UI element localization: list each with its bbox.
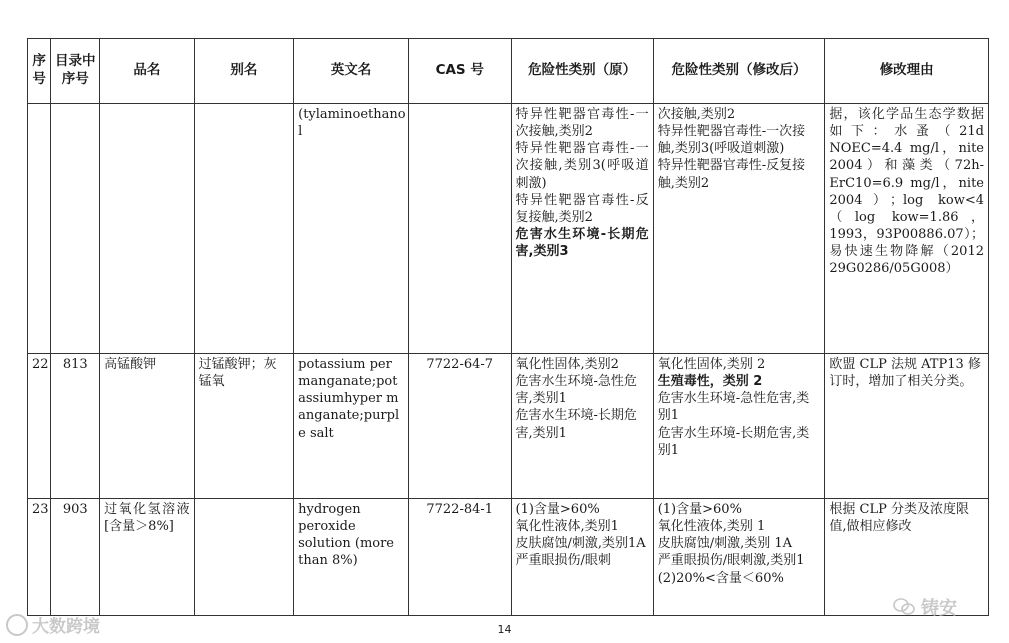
header-original-class: 危险性类别（原） xyxy=(511,39,653,104)
class-line: 严重眼损伤/眼刺 xyxy=(515,553,611,569)
class-line: 危害水生环境-长期危害,类别1 xyxy=(657,425,810,458)
header-alias: 别名 xyxy=(194,39,294,104)
cell-catalog-no xyxy=(51,104,100,354)
cell-alias xyxy=(194,499,294,616)
header-modified-class: 危险性类别（修改后） xyxy=(653,39,825,104)
class-line: 特异性靶器官毒性-一次接触,类别2 xyxy=(515,107,649,140)
class-line: 氧化性液体,类别1 xyxy=(515,519,619,535)
class-line: 严重眼损伤/眼刺激,类别1 xyxy=(657,553,805,569)
header-reason: 修改理由 xyxy=(825,39,989,104)
cell-original-class xyxy=(511,104,653,354)
cell-catalog-no: 903 xyxy=(51,499,100,616)
cell-no: 22 xyxy=(28,354,51,499)
chemical-catalog-table xyxy=(27,38,989,616)
cell-original-class xyxy=(511,354,653,499)
class-line: (1)含量>60% xyxy=(515,502,600,517)
cell-reason: 欧盟 CLP 法规 ATP13 修订时，增加了相关分类。 xyxy=(825,354,989,499)
class-line: 皮肤腐蚀/刺激,类别1A xyxy=(515,536,646,552)
header-cas: CAS 号 xyxy=(408,39,511,104)
cell-modified-class xyxy=(653,104,825,354)
class-line: 危害水生环境-长期危害,类别1 xyxy=(515,408,637,441)
cell-name: 高锰酸钾 xyxy=(100,354,194,499)
cell-english-name: potassium permanganate;potassiumhyper manganate;purple salt xyxy=(294,354,409,499)
cell-catalog-no: 813 xyxy=(51,354,100,499)
class-line: 危害水生环境-长期危害,类别3 xyxy=(515,227,649,260)
class-line: 皮肤腐蚀/刺激,类别 1A xyxy=(657,536,793,552)
header-catalog-no: 目录中序号 xyxy=(51,39,100,104)
cell-modified-class xyxy=(653,354,825,499)
cell-english-name: hydrogen peroxide solution (more than 8%) xyxy=(294,499,409,616)
cell-cas xyxy=(408,104,511,354)
class-line: 危害水生环境-急性危害,类别1 xyxy=(515,374,637,407)
wechat-icon xyxy=(893,598,915,616)
cell-alias xyxy=(194,104,294,354)
class-line: 危害水生环境-急性危害,类别1 xyxy=(657,391,810,424)
class-line: 氧化性固体,类别2 xyxy=(515,357,619,372)
class-line: 次接触,类别2 xyxy=(657,107,736,122)
header-row xyxy=(28,39,989,104)
table-row xyxy=(28,104,989,354)
class-line: 特异性靶器官毒性-一次接触,类别3(呼吸道刺激) xyxy=(657,124,806,157)
class-line: 特异性靶器官毒性-一次接触,类别3(呼吸道刺激) xyxy=(515,141,649,191)
page-number: 14 xyxy=(497,623,512,636)
table-row xyxy=(28,499,989,616)
english-name-line: l xyxy=(298,124,303,140)
watermark-left-text: 大数跨境 xyxy=(32,617,100,637)
english-name-line: (tylaminoethano xyxy=(298,107,406,122)
watermark-right xyxy=(893,594,957,620)
class-line: (2)20%<含量＜60% xyxy=(657,570,784,586)
cell-cas: 7722-64-7 xyxy=(408,354,511,499)
table-row xyxy=(28,354,989,499)
cell-modified-class xyxy=(653,499,825,616)
watermark-left xyxy=(6,612,100,637)
class-line: 生殖毒性，类别 2 xyxy=(657,374,763,390)
cell-no: 23 xyxy=(28,499,51,616)
class-line: 特异性靶器官毒性-反复接触,类别2 xyxy=(657,158,806,191)
cell-name: 过氧化氢溶液[含量＞8%] xyxy=(100,499,194,616)
header-no: 序号 xyxy=(28,39,51,104)
header-english-name: 英文名 xyxy=(294,39,409,104)
cell-english-name xyxy=(294,104,409,354)
cell-alias: 过锰酸钾；灰锰氧 xyxy=(194,354,294,499)
cell-original-class xyxy=(511,499,653,616)
watermark-right-text: 铸安 xyxy=(921,598,957,619)
header-name: 品名 xyxy=(100,39,194,104)
class-line: 特异性靶器官毒性-反复接触,类别2 xyxy=(515,192,649,225)
cell-cas: 7722-84-1 xyxy=(408,499,511,616)
class-line: 氧化性固体,类别 2 xyxy=(657,357,766,372)
class-line: 氧化性液体,类别 1 xyxy=(657,519,766,535)
cell-name xyxy=(100,104,194,354)
cell-no xyxy=(28,104,51,354)
cell-reason: 据，该化学品生态学数据如下：水蚤（21d NOEC=4.4 mg/l，nite 2004）和藻类（72h-ErC10=6.9 mg/l，nite 2004）；log kow<4（log kow=1.86，1993，93P00886.07）；易快速生物降解（2012 29G0286/05G008） xyxy=(825,104,989,354)
class-line: (1)含量>60% xyxy=(657,502,742,517)
speech-bubble-icon xyxy=(6,614,28,636)
cell-reason: 根据 CLP 分类及浓度限值,做相应修改 xyxy=(825,499,989,616)
